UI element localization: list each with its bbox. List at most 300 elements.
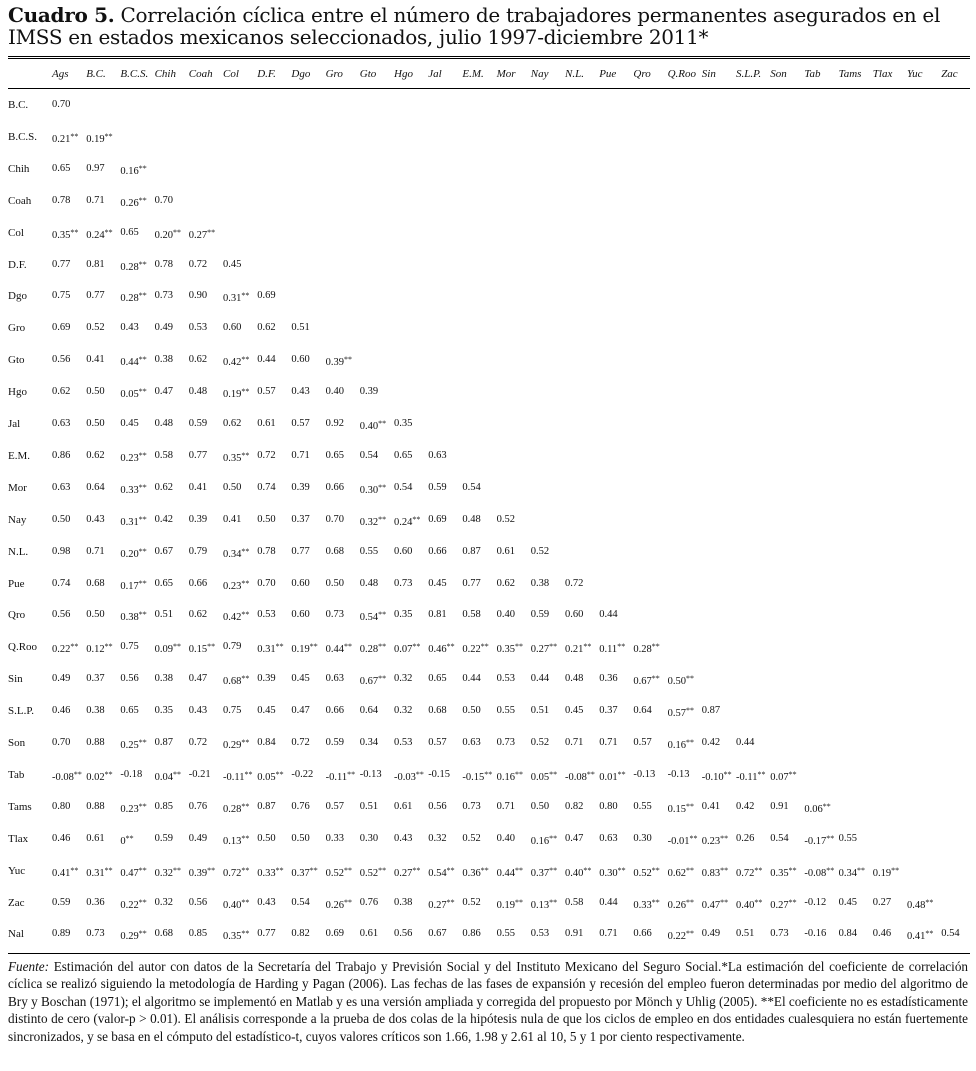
table-cell: -0.11** [223,769,253,783]
table-cell: 0.39** [325,355,352,369]
table-cell: 0.64 [633,705,652,717]
column-header: E.M. [462,68,484,80]
table-cell: 0.82 [291,928,310,940]
table-cell: 0.75 [52,290,71,302]
title-text-end: en estados mexicanos seleccionados, julio 1997-diciembre 2011* [68,25,709,49]
column-header: Hgo [394,68,413,80]
table-cell: 0.37 [599,705,618,717]
column-header: Yuc [907,68,923,80]
table-cell: -0.15 [428,768,451,780]
table-cell: 0.77 [291,545,310,557]
table-cell: 0.50 [462,705,481,717]
table-cell: 0.61 [359,928,379,940]
table-cell: 0.54 [291,896,310,908]
table-cell: 0.43 [86,513,105,525]
table-cell: 0.35 [394,418,413,429]
table-cell: 0.62 [154,481,173,493]
table-cell: 0.35** [223,450,250,464]
table-cell: 0.22** [462,642,489,656]
column-header: B.C.S. [120,68,149,80]
column-header: Pue [599,68,617,80]
table-cell: 0.59 [530,609,550,621]
table-cell: 0.46 [52,832,71,844]
table-cell: 0.68 [428,705,447,717]
table-cell: 0.78 [154,258,173,270]
table-cell: 0.27** [394,865,421,879]
table-cell: 0.88 [86,800,105,812]
table-cell: 0.35** [52,227,79,241]
table-cell: 0.19** [223,387,250,401]
table-cell: 0.54 [770,832,789,844]
column-header: N.L. [565,68,584,80]
table-cell: 0.57 [257,386,276,398]
table-cell: 0.65 [52,162,71,174]
table-cell: 0.55 [496,705,515,717]
table-cell: 0.72 [188,258,208,270]
table-cell: 0.63 [462,737,481,748]
table-cell: 0.73 [394,577,413,589]
table-cell: 0.31** [86,865,113,879]
table-cell: 0.48 [188,386,208,398]
table-cell: 0.05** [530,769,558,783]
table-cell: 0.51 [359,800,379,812]
table-cell: 0.61 [394,800,413,812]
table-cell: 0.15** [188,642,216,656]
table-cell: 0.85 [188,928,208,940]
table-cell: 0.72 [565,577,584,589]
table-cell: 0.69 [428,513,447,525]
table-cell: 0.37 [291,513,310,525]
title-text-start: Correlación cíclica entre el número de trabajadores permanentes asegurados en el [120,3,941,27]
table-cell: 0.71 [86,545,105,557]
table-cell: 0.51 [530,705,550,717]
table-cell: 0.63 [325,673,344,685]
table-cell: 0.65 [120,705,139,717]
table-cell: 0.72** [736,865,763,879]
table-cell: 0.65 [428,673,447,685]
table-cell: 0.48 [154,418,173,429]
table-cell: 0.97 [86,162,105,174]
table-cell: 0.74 [257,481,276,493]
table-cell: 0.73 [325,609,344,621]
table-cell: 0.70 [52,737,71,748]
table-cell: 0.52 [530,737,550,748]
table-cell: 0.32 [394,673,413,685]
table-cell: 0.73 [770,928,789,940]
table-cell: 0.35** [496,642,523,656]
table-cell: 0.77 [86,290,105,302]
table-cell: 0.22** [120,897,147,911]
table-cell: 0.09** [154,642,181,656]
table-cell: 0** [120,833,134,847]
table-cell: 0.32 [394,705,413,717]
footnote-text: Estimación del autor con datos de la Secretaría del Trabajo y Previsión Social y del Instituto Mexicano del Seguro Social.*La estimación del coeficiente de correlación cíclica se realizó siguiendo la metodología de Harding y Pagan (2006). Las fechas de las fases de expansión y recesión del empleo fueron determinadas por medio del algoritmo de Bry y Boschan (1971); el algoritmo se implementó en Matlab y es una versión ampliada y corregida del propuesto por Mönch y Uhlig (2005). **El coeficiente no es estadísticamente distinto de cero (valor-p > 0.01). El análisis corresponde a la prueba de dos colas de la hipótesis nula de que los ciclos de empleo en dos entidades cualesquiera no están fuertemente sincronizados, y se basa en el cómputo del estadístico-t, cuyos valores críticos son 1.66, 1.98 y 2.61 al 10, 5 y 1 por ciento respectivamente. [8,959,969,1044]
table-cell: 0.60 [394,545,413,557]
table-cell: 0.48** [907,897,934,911]
table-cell: 0.66 [633,928,652,940]
table-cell: 0.40** [359,419,387,432]
table-cell: 0.45 [223,258,242,270]
column-header: Gto [359,68,377,80]
table-cell: 0.40 [496,609,515,621]
table-cell: 0.67** [633,674,660,688]
table-cell: 0.65 [154,577,173,589]
table-cell: 0.39 [257,673,276,685]
table-cell: -0.12 [804,896,827,908]
table-cell: 0.52** [633,865,660,879]
table-cell: 0.65 [394,449,413,461]
table-cell: 0.67 [428,928,447,940]
table-cell: 0.87 [701,705,721,717]
table-cell: 0.55 [359,545,379,557]
row-label: Pue [8,577,25,590]
table-cell: 0.44 [599,896,618,908]
table-cell: 0.81 [86,258,105,270]
table-cell: 0.41 [188,481,208,493]
table-cell: 0.51 [154,609,173,621]
table-cell: 0.54 [941,928,960,940]
column-header: Tab [804,68,821,80]
row-label: E.M. [8,449,30,462]
table-cell: 0.44** [325,642,352,656]
table-cell: 0.79 [188,545,208,557]
table-cell: 0.54 [462,481,481,493]
table-cell: 0.33** [257,865,284,879]
table-cell: 0.19** [872,865,900,879]
table-cell: 0.33** [633,897,660,911]
table-cell: 0.11** [599,642,626,656]
column-header: Tlax [872,68,893,80]
table-cell: 0.75 [120,641,139,653]
row-label: Qro [8,609,26,622]
column-header: B.C. [86,68,106,80]
table-cell: 0.38 [530,577,550,589]
table-cell: 0.87 [154,737,173,748]
table-cell: 0.46 [872,928,892,940]
table-cell: -0.16 [804,928,827,940]
row-label: Mor [8,481,27,494]
table-cell: 0.73 [462,800,481,812]
table-cell: 0.88 [86,737,105,748]
table-cell: 0.16** [530,833,558,847]
table-cell: -0.13 [633,768,656,780]
table-cell: 0.72 [257,449,276,461]
table-cell: 0.47** [701,897,729,911]
table-cell: 0.30** [599,865,626,879]
table-cell: 0.59 [154,832,173,844]
table-cell: 0.60 [291,609,310,621]
table-cell: 0.43 [291,386,310,398]
table-cell: 0.40** [565,865,592,879]
table-cell: 0.62 [257,322,276,334]
table-cell: 0.47 [291,705,310,717]
table-cell: 0.61 [496,545,515,557]
table-cell: -0.13 [359,768,382,780]
table-cell: 0.73 [86,928,105,940]
table-cell: 0.71 [565,737,584,748]
table-cell: 0.56 [428,800,447,812]
column-header: Jal [428,68,442,80]
table-cell: 0.50 [223,481,242,493]
row-label: Gto [8,354,25,367]
table-cell: -0.17** [804,833,835,847]
table-bottom-rule [8,953,970,954]
table-cell: 0.23** [701,833,729,847]
table-cell: 0.52** [325,865,352,879]
table-cell: 0.57 [325,800,344,812]
column-header: Nay [530,68,549,80]
table-cell: 0.62 [52,386,71,398]
row-label: Sin [8,673,23,686]
table-cell: 0.07** [770,769,797,783]
table-cell: 0.74 [52,577,71,589]
table-cell: 0.83** [701,865,729,879]
table-cell: 0.12** [86,642,113,656]
table-cell: 0.47 [565,832,584,844]
table-cell: 0.38** [120,610,147,624]
table-cell: 0.64 [86,481,105,493]
table-cell: 0.77 [52,258,71,270]
table-cell: 0.19** [496,897,523,911]
table-cell: 0.16** [120,163,147,177]
table-cell: 0.53 [188,322,208,334]
table-cell: 0.27 [872,896,892,908]
table-cell: 0.43 [188,705,208,717]
table-cell: 0.59 [325,737,344,748]
table-cell: 0.49 [188,832,208,844]
table-cell: 0.62 [223,418,242,429]
row-label: Tab [8,768,25,781]
table-cell: 0.35 [394,609,413,621]
table-cell: 0.13** [223,833,250,847]
table-cell: 0.68 [86,577,105,589]
table-cell: 0.39** [188,865,216,879]
table-cell: 0.56 [120,673,139,685]
table-cell: 0.41 [86,354,105,366]
table-cell: 0.78 [52,194,71,206]
table-cell: 0.76 [188,800,208,812]
table-cell: 0.40 [325,386,344,398]
table-cell: 0.53 [257,609,276,621]
table-cell: -0.11** [325,769,356,783]
table-cell: 0.33** [120,482,147,496]
table-cell: 0.56 [52,609,71,621]
table-cell: 0.81 [428,609,447,621]
table-cell: 0.76 [359,896,379,908]
table-cell: 0.01** [599,769,626,783]
table-cell: 0.60 [223,322,242,334]
table-cell: -0.08** [804,865,835,879]
row-label: N.L. [8,545,29,558]
table-cell: 0.19** [86,131,113,145]
table-cell: 0.55 [496,928,515,940]
table-cell: 0.50 [86,609,105,621]
column-header: Mor [496,68,516,80]
table-cell: 0.84 [838,928,857,940]
table-cell: 0.31** [120,514,147,528]
table-cell: 0.68 [154,928,173,940]
table-cell: 0.21** [565,642,592,656]
column-header: Q.Roo [667,68,697,80]
table-cell: 0.34** [223,546,250,560]
table-cell: 0.28** [120,259,147,273]
table-cell: 0.89 [52,928,71,940]
table-cell: 0.39 [291,481,310,493]
table-cell: 0.30** [359,482,387,496]
table-cell: 0.90 [188,290,208,302]
table-cell: 0.26** [120,195,147,209]
table-cell: 0.17** [120,578,147,592]
table-cell: -0.08** [565,769,595,783]
table-cell: 0.82 [565,800,584,812]
row-label: S.L.P. [8,705,34,718]
table-cell: 0.77 [462,577,481,589]
table-cell: 0.80 [599,800,618,812]
table-cell: 0.38 [86,705,105,717]
table-cell: 0.57 [291,418,310,429]
table-cell: 0.54** [428,865,455,879]
row-label: Zac [8,896,25,909]
table-cell: 0.54 [359,449,379,461]
table-cell: 0.69 [52,322,71,334]
table-cell: 0.56 [394,928,413,940]
table-cell: 0.62** [667,865,694,879]
table-cell: 0.05** [120,387,147,401]
table-cell: 0.61 [86,832,105,844]
table-cell: 0.52** [359,865,387,879]
table-cell: 0.48 [565,673,584,685]
table-cell: 0.47** [120,865,147,879]
table-cell: 0.45 [428,577,447,589]
table-cell: 0.71 [496,800,515,812]
table-cell: 0.36 [599,673,618,685]
table-cell: -0.13 [667,768,690,780]
table-cell: 0.37 [86,673,105,685]
table-cell: 0.70 [257,577,276,589]
table-cell: 0.05** [257,769,284,783]
table-cell: 0.19** [291,642,318,656]
table-cell: 0.84 [257,737,276,748]
table-cell: 0.49 [154,322,173,334]
table-cell: 0.50** [667,674,694,688]
table-cell: 0.72 [291,737,310,748]
table-cell: 0.20** [120,546,147,560]
table-cell: 0.31** [257,642,284,656]
table-cell: 0.55 [633,800,652,812]
table-cell: 0.72** [223,865,250,879]
table-cell: 0.68 [325,545,344,557]
table-cell: 0.70 [325,513,344,525]
table-cell: 0.79 [223,641,242,653]
table-cell: 0.87 [462,545,481,557]
table-cell: 0.50 [530,800,550,812]
table-cell: 0.73 [154,290,173,302]
table-cell: 0.98 [52,545,71,557]
table-cell: 0.56 [52,354,71,366]
table-cell: 0.69 [257,290,276,302]
table-cell: 0.54 [394,481,413,493]
table-cell: 0.77 [257,928,276,940]
table-cell: 0.23** [120,450,147,464]
table-cell: 0.41 [223,513,242,525]
table-cell: -0.15** [462,769,493,783]
table-cell: 0.41 [701,800,721,812]
column-header: Tams [838,68,862,80]
table-cell: 0.50 [257,832,276,844]
table-cell: 0.36** [462,865,489,879]
table-cell: 0.52 [462,896,481,908]
table-cell: 0.49 [52,673,71,685]
column-header: Coah [188,68,213,80]
table-cell: 0.86 [462,928,481,940]
table-cell: 0.02** [86,769,113,783]
table-cell: 0.44 [530,673,550,685]
table-cell: 0.41** [907,929,934,943]
table-cell: 0.63 [428,449,447,461]
row-label: Tlax [8,832,29,845]
row-label: Hgo [8,386,27,399]
table-cell: 0.48 [462,513,481,525]
table-cell: 0.68** [223,674,250,688]
table-cell: 0.50 [291,832,310,844]
table-cell: 0.71 [86,194,105,206]
column-header: Dgo [291,68,311,80]
table-cell: 0.44** [120,355,147,369]
table-cell: 0.26** [667,897,694,911]
table-cell: 0.47 [154,386,173,398]
row-label: Q.Roo [8,641,38,654]
table-cell: 0.52 [86,322,105,334]
table-cell: 0.60 [565,609,584,621]
column-header: Ags [52,68,69,80]
table-cell: 0.63 [52,481,71,493]
table-cell: 0.28** [633,642,660,656]
table-cell: 0.57 [633,737,652,748]
table-cell: 0.29** [223,738,250,751]
table-cell: 0.42 [154,513,173,525]
table-cell: 0.30 [633,832,652,844]
table-cell: 0.65 [325,449,344,461]
table-cell: -0.03** [394,769,424,783]
column-header: S.L.P. [736,68,762,80]
table-cell: 0.72 [188,737,208,748]
table-cell: 0.70 [154,194,173,206]
table-cell: 0.24** [86,227,113,241]
table-cell: 0.71 [599,928,618,940]
table-cell: 0.16** [667,738,694,751]
table-cell: 0.28** [359,642,387,656]
table-cell: 0.44 [257,354,276,366]
table-cell: 0.58 [462,609,481,621]
column-header: Zac [941,68,958,80]
table-cell: 0.46 [52,705,71,717]
table-cell: 0.27** [428,897,455,911]
table-cell: 0.66 [325,705,344,717]
row-label: Nay [8,513,27,526]
table-cell: 0.41** [52,865,79,879]
table-cell: 0.52 [530,545,550,557]
table-cell: 0.35** [770,865,797,879]
table-cell: 0.43 [257,896,276,908]
table-cell: 0.92 [325,418,344,429]
table-cell: 0.50 [325,577,344,589]
table-cell: 0.32 [154,896,173,908]
table-cell: 0.71 [291,449,310,461]
table-cell: 0.28** [120,291,147,305]
table-cell: -0.22 [291,768,314,780]
table-cell: 0.58 [565,896,584,908]
table-cell: 0.39 [359,386,379,398]
